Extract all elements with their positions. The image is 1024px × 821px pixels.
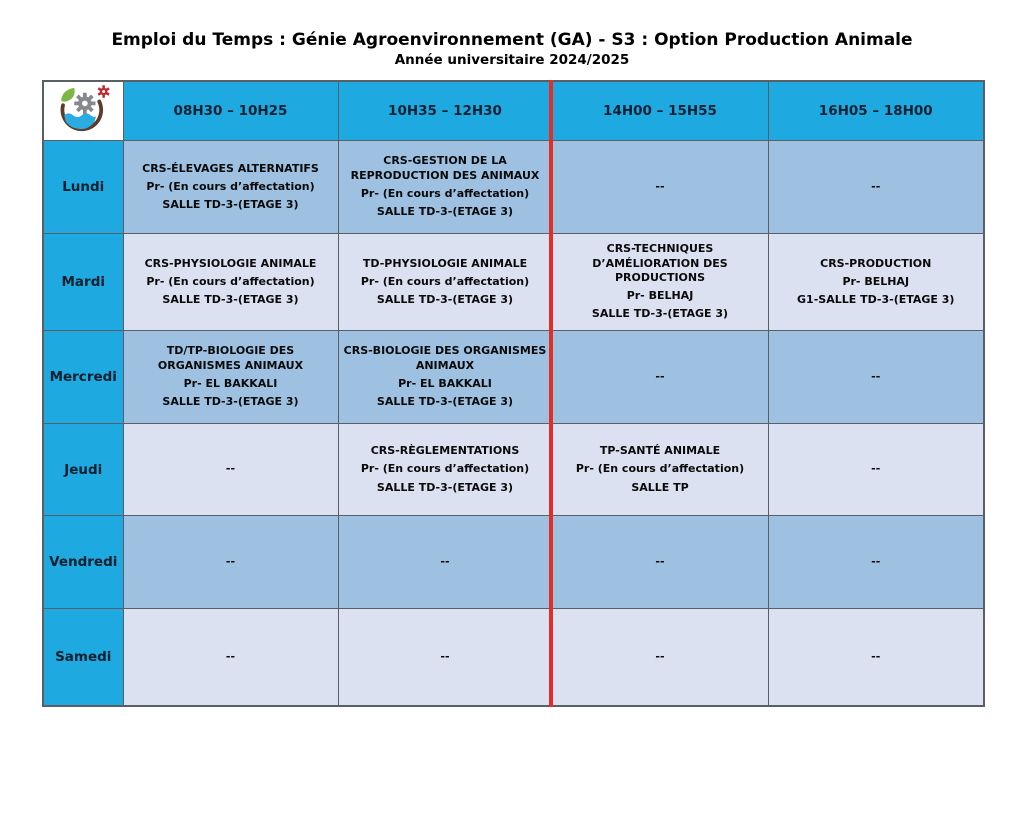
course-cell <box>552 424 768 516</box>
cell-prof: Pr- EL BAKKALI <box>398 377 492 390</box>
cell-prof: Pr- (En cours d’affectation) <box>360 462 530 476</box>
cell-prof: Pr- (En cours d’affectation) <box>575 462 745 476</box>
cell-course: CRS-PRODUCTION <box>820 256 932 270</box>
day-label: Vendredi <box>43 516 123 609</box>
time-slot-header-4: 16H05 – 18H00 <box>768 81 984 141</box>
cell-room: SALLE TD-3-(ETAGE 3) <box>162 293 299 307</box>
day-row-samedi <box>43 609 984 706</box>
cell-course: CRS-GESTION DE LA REPRODUCTION DES ANIMAUX <box>350 154 540 182</box>
empty-cell: -- <box>338 516 552 609</box>
cell-prof: Pr- (En cours d’affectation) <box>146 179 315 193</box>
course-cell <box>338 331 552 424</box>
day-label: Mercredi <box>43 331 123 424</box>
cell-course: CRS-TECHNIQUES D’AMÉLIORATION DES PRODUCTIONS <box>592 242 728 284</box>
cell-room: SALLE TD-3-(ETAGE 3) <box>162 395 299 409</box>
empty-cell: -- <box>768 424 984 516</box>
page-title: Emploi du Temps : Génie Agroenvironnement (GA) - S3 : Option Production Animale <box>111 30 913 50</box>
empty-cell: -- <box>552 609 768 706</box>
course-cell <box>552 234 768 331</box>
day-row-mercredi <box>43 331 984 424</box>
header-row <box>43 81 984 141</box>
cell-course: CRS-BIOLOGIE DES ORGANISMES ANIMAUX <box>343 344 547 372</box>
course-cell <box>338 424 552 516</box>
course-cell <box>123 141 338 234</box>
cell-room: SALLE TD-3-(ETAGE 3) <box>376 205 514 219</box>
cell-room: SALLE TD-3-(ETAGE 3) <box>376 293 514 307</box>
course-cell <box>338 234 552 331</box>
page-subtitle: Année universitaire 2024/2025 <box>394 52 630 68</box>
day-row-jeudi <box>43 424 984 516</box>
empty-cell: -- <box>123 516 338 609</box>
empty-cell: -- <box>768 141 984 234</box>
timetable-container <box>42 80 983 707</box>
logo-cell <box>43 81 123 141</box>
course-cell <box>338 141 552 234</box>
cell-prof: Pr- (En cours d’affectation) <box>360 274 530 288</box>
time-slot-header-2: 10H35 – 12H30 <box>338 81 552 141</box>
cell-prof: Pr- BELHAJ <box>842 274 910 288</box>
cell-prof: Pr- (En cours d’affectation) <box>146 274 315 288</box>
day-label: Jeudi <box>43 424 123 516</box>
cell-course: CRS-ÉLEVAGES ALTERNATIFS <box>142 161 319 175</box>
cell-room: G1-SALLE TD-3-(ETAGE 3) <box>797 293 955 307</box>
course-cell <box>123 234 338 331</box>
cell-course: CRS-PHYSIOLOGIE ANIMALE <box>144 256 317 270</box>
empty-cell: -- <box>768 609 984 706</box>
empty-cell: -- <box>338 609 552 706</box>
cell-room: SALLE TD-3-(ETAGE 3) <box>162 198 299 212</box>
empty-cell: -- <box>123 609 338 706</box>
cell-room: SALLE TD-3-(ETAGE 3) <box>376 395 514 409</box>
day-label: Mardi <box>43 234 123 331</box>
empty-cell: -- <box>552 331 768 424</box>
time-slot-header-3: 14H00 – 15H55 <box>552 81 768 141</box>
cell-room: SALLE TD-3-(ETAGE 3) <box>591 307 729 321</box>
day-row-lundi <box>43 141 984 234</box>
empty-cell: -- <box>552 516 768 609</box>
cell-course: TD-PHYSIOLOGIE ANIMALE <box>362 256 528 270</box>
course-cell <box>123 331 338 424</box>
cell-room: SALLE TP <box>631 480 689 494</box>
cell-prof: Pr- (En cours d’affectation) <box>360 187 530 200</box>
agroenvironnement-logo-icon <box>48 84 118 134</box>
empty-cell: -- <box>123 424 338 516</box>
cell-course: TD/TP-BIOLOGIE DES ORGANISMES ANIMAUX <box>157 344 304 372</box>
empty-cell: -- <box>768 331 984 424</box>
cell-course: CRS-RÈGLEMENTATIONS <box>370 444 520 458</box>
cell-room: SALLE TD-3-(ETAGE 3) <box>376 480 514 494</box>
time-slot-header-1: 08H30 – 10H25 <box>123 81 338 141</box>
day-row-mardi <box>43 234 984 331</box>
day-label: Lundi <box>43 141 123 234</box>
empty-cell: -- <box>552 141 768 234</box>
course-cell <box>768 234 984 331</box>
cell-course: TP-SANTÉ ANIMALE <box>599 444 721 458</box>
day-label: Samedi <box>43 609 123 706</box>
empty-cell: -- <box>768 516 984 609</box>
cell-prof: Pr- BELHAJ <box>626 289 694 303</box>
timetable-page <box>0 30 1024 707</box>
cell-prof: Pr- EL BAKKALI <box>183 377 278 390</box>
timetable-table <box>42 80 985 707</box>
day-row-vendredi <box>43 516 984 609</box>
